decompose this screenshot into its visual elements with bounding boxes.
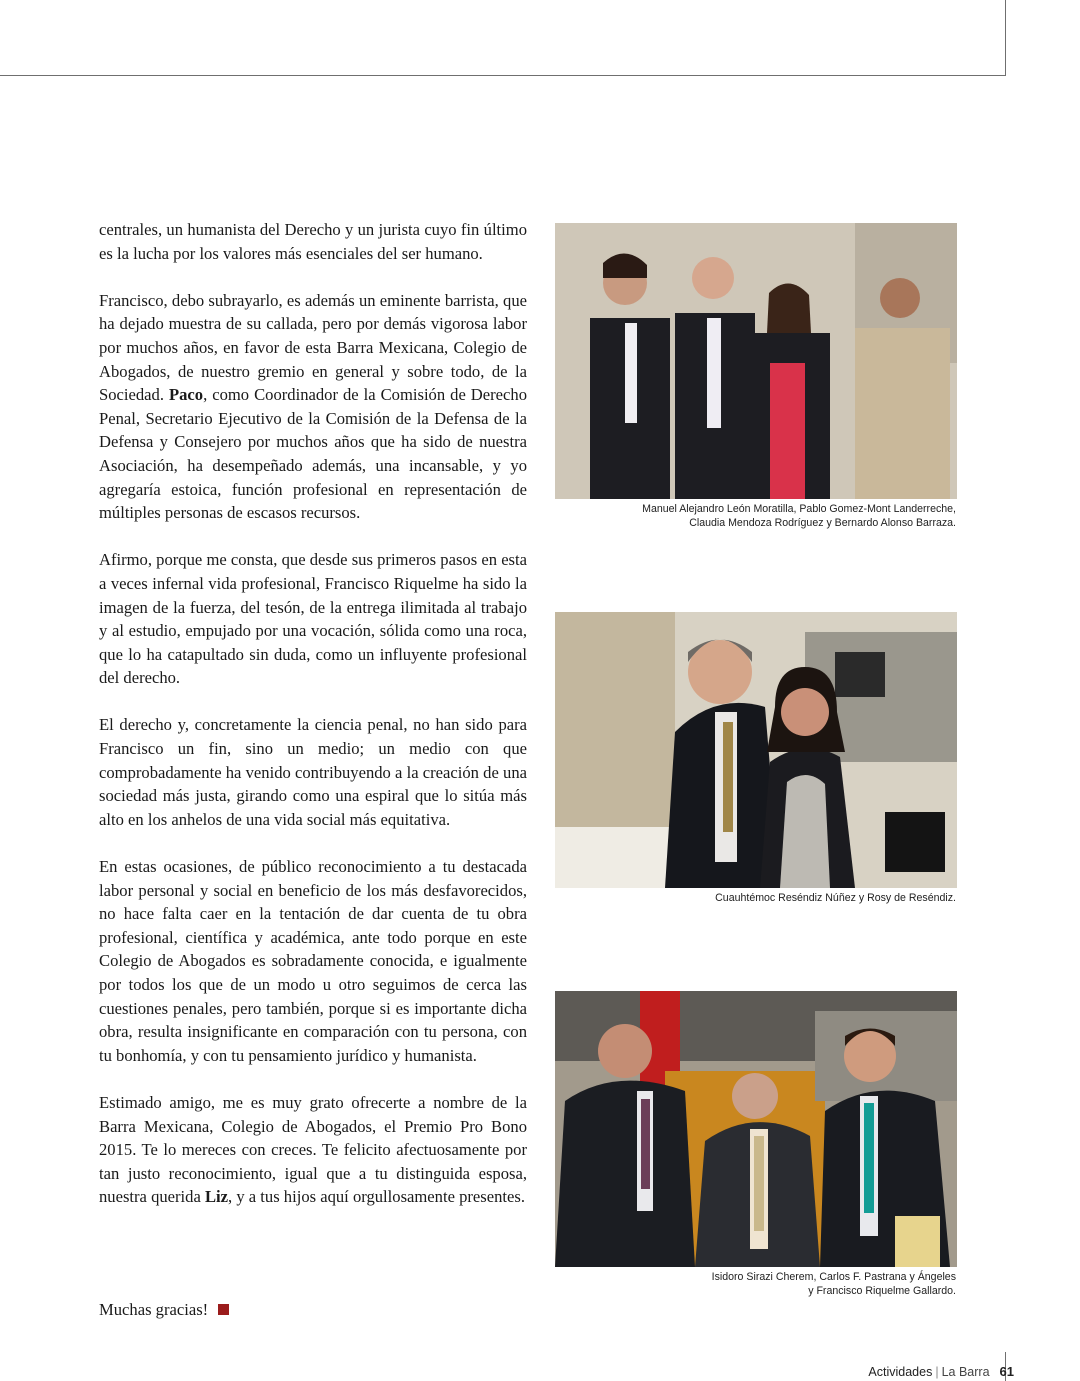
caption-line: Manuel Alejandro León Moratilla, Pablo Gomez-Mont Landerreche, xyxy=(642,503,956,515)
footer-separator: | xyxy=(935,1365,939,1379)
text-run: Francisco, debo subrayarlo, es además un eminente barrista, que ha dejado muestra de su callada, pero por demás vigorosa labor por muchos años, en favor de esta Barra Mexicana, Colegio de Abogados, de nuestro gremio en general y sobre todo, de la Sociedad. xyxy=(99,290,527,405)
text-run: , como Coordinador de la Comisión de Derecho Penal, Secretario Ejecutivo de la Comisión de la Defensa de la Defensa y Consejero por muchos años que ha sido de nuestra Asociación, ha desempeñado además, una incansable, y yo agregaría estoica, función profesional en representación de múltiples personas de escasos recursos. xyxy=(99,385,527,523)
photo-group-three xyxy=(555,991,957,1267)
caption-line: Isidoro Sirazi Cherem, Carlos F. Pastrana y Ángeles xyxy=(711,1271,956,1283)
photo-couple-image xyxy=(555,612,957,888)
photo-group-three-image xyxy=(555,991,957,1267)
paragraph-1 xyxy=(99,218,527,265)
bold-name: Liz xyxy=(204,1187,229,1207)
photo-3-caption xyxy=(554,1270,956,1298)
text-run: , y a tus hijos aquí orgullosamente presentes. xyxy=(228,1187,525,1207)
closing-line xyxy=(99,1298,229,1322)
page-number: 61 xyxy=(999,1364,1014,1379)
top-rule xyxy=(0,75,1006,76)
bold-name: Paco xyxy=(168,385,204,405)
photo-1-caption xyxy=(554,502,956,530)
photo-2-caption xyxy=(554,891,956,905)
caption-line: Cuauhtémoc Reséndiz Núñez y Rosy de Reséndiz. xyxy=(715,892,956,904)
page-footer xyxy=(868,1364,1014,1379)
photo-group-four xyxy=(555,223,957,499)
text-run: En estas ocasiones, de público reconocimiento a tu destacada labor personal y social en beneficio de los más desfavorecidos, no hace falta caer en la tentación de dar cuenta de tu obra profesional, científica y académica, ante todo porque en este Colegio de Abogados es sobradamente conocida, e igualmente por todos los que de un modo u otro seguimos de cerca las cuestiones penales, pero también, porque si es importante dicha obra, resulta insignificante en comparación con tu persona, con tu bonhomía, y con tu pensamiento jurídico y humanista. xyxy=(99,857,527,1065)
footer-section: Actividades xyxy=(868,1365,933,1379)
text-run: centrales, un humanista del Derecho y un jurista cuyo fin último es la lucha por los valores más esenciales del ser humano. xyxy=(99,220,527,263)
end-of-article-mark xyxy=(218,1304,229,1315)
paragraph-6 xyxy=(99,1091,527,1209)
photo-group-four-image xyxy=(555,223,957,499)
footer-publication: La Barra xyxy=(941,1365,990,1379)
caption-line: y Francisco Riquelme Gallardo. xyxy=(808,1285,956,1297)
closing-text: Muchas gracias! xyxy=(99,1300,209,1319)
text-run: Afirmo, porque me consta, que desde sus primeros pasos en esta a veces infernal vida profesional, Francisco Riquelme ha sido la imagen de la fuerza, del tesón, de la entrega ilimitada al trabajo y al estudio, empujado por una vocación, sólida como una roca, que lo ha catapultado sin duda, como un influyente profesional del derecho. xyxy=(99,550,527,688)
paragraph-4 xyxy=(99,713,527,831)
text-run: El derecho y, concretamente la ciencia penal, no han sido para Francisco un fin, sino un medio; un medio con que comprobadamente ha venido contribuyendo a la creación de una sociedad más justa, girando como una espiral que lo sitúa más alto en los anhelos de una vida social más equitativa. xyxy=(99,715,527,829)
photo-couple xyxy=(555,612,957,888)
paragraph-3 xyxy=(99,548,527,690)
article-body xyxy=(99,218,527,1233)
top-vertical-rule xyxy=(1005,0,1006,76)
paragraph-5 xyxy=(99,855,527,1067)
paragraph-2 xyxy=(99,289,527,525)
caption-line: Claudia Mendoza Rodríguez y Bernardo Alonso Barraza. xyxy=(689,517,956,529)
text-run: Estimado amigo, me es muy grato ofrecerte a nombre de la Barra Mexicana, Colegio de Abogados, el Premio Pro Bono 2015. Te lo mereces con creces. Te felicito afectuosamente por tan justo reconocimiento, igual que a tu distinguida esposa, nuestra querida xyxy=(99,1092,527,1207)
